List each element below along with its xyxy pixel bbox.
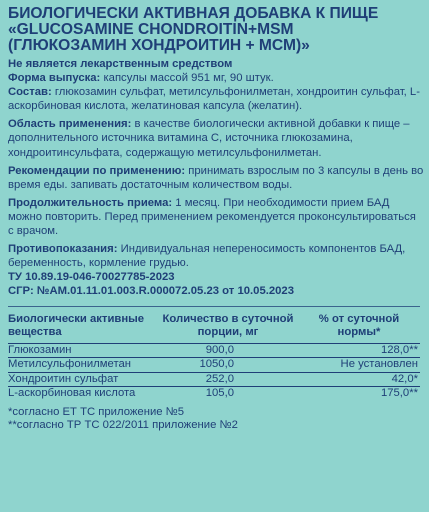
area-text: в качестве биологически активной добавки к пище – дополнительного источника витамина С, источника глюкозамина, хондроитинсульфата, содержащую метилсульфонилметан. [8, 118, 410, 159]
row-pct: 128,0** [298, 343, 420, 358]
title-line-1: БИОЛОГИЧЕСКИ АКТИВНАЯ ДОБАВКА К ПИЩЕ [8, 5, 379, 22]
form-text: капсулы массой 951 мг, 90 штук. [100, 72, 274, 85]
nutrient-table [8, 313, 420, 401]
row-name: Метилсульфонилметан [8, 358, 158, 373]
area-section [8, 117, 424, 159]
product-title [8, 6, 424, 54]
row-qty: 1050,0 [158, 358, 298, 373]
area-label: Область применения: [8, 118, 132, 131]
footnotes [8, 406, 424, 433]
row-pct: 175,0** [298, 387, 420, 401]
usage-section [8, 164, 424, 192]
duration-text: 1 месяц. При необходимости прием БАД можно повторить. Перед применением рекомендуется проконсультироваться с врачом. [8, 196, 416, 238]
sgr-code: СГР: №AM.01.11.01.003.R.000072.05.23 от 10.05.2023 [8, 285, 294, 298]
composition-label: Состав: [8, 86, 52, 99]
header-percent: % от суточной нормы* [298, 313, 420, 344]
composition-text: глюкозамин сульфат, метилсульфонилметан, хондроитин сульфат, L-аскорбиновая кислота, желатиновая капсула (желатин). [8, 86, 420, 113]
duration-label: Продолжительность приема: [8, 196, 173, 209]
divider [8, 306, 420, 307]
header-quantity: Количество в суточной порции, мг [158, 313, 298, 344]
form-label: Форма выпуска: [8, 72, 101, 85]
title-line-3: (ГЛЮКОЗАМИН ХОНДРОИТИН + МСМ)» [8, 37, 310, 54]
row-qty: 900,0 [158, 343, 298, 358]
contraindications-section [8, 242, 424, 270]
row-name: L-аскорбиновая кислота [8, 387, 158, 401]
title-line-2: «GLUCOSAMINE CHONDROITIN+MSM [8, 21, 294, 38]
row-pct: Не установлен [298, 358, 420, 373]
usage-text: принимать взрослым по 3 капсулы в день во время еды. запивать достаточным количеством воды. [8, 164, 424, 191]
row-name: Хондроитин сульфат [8, 372, 158, 387]
contra-label: Противопоказания: [8, 243, 118, 256]
usage-label: Рекомендации по применению: [8, 164, 186, 177]
not-medicine-note: Не является лекарственным средством [8, 58, 233, 70]
footnote-2: **согласно ТР ТС 022/2011 приложение №2 [8, 419, 238, 432]
row-pct: 42,0* [298, 372, 420, 387]
composition-section [8, 85, 424, 113]
table-row [8, 358, 420, 373]
form-section [8, 71, 424, 85]
label-document [8, 6, 424, 433]
row-qty: 105,0 [158, 387, 298, 401]
table-header-row [8, 313, 420, 344]
header-substances: Биологически активные вещества [8, 313, 158, 344]
tu-code: ТУ 10.89.19-046-70027785-2023 [8, 271, 175, 284]
table-row [8, 387, 420, 401]
table-row [8, 343, 420, 358]
row-qty: 252,0 [158, 372, 298, 387]
contra-text: Индивидуальная непереносимость компонентов БАД, беременность, кормление грудью. [8, 243, 406, 270]
duration-section [8, 196, 424, 238]
footnote-1: *согласно ЕТ ТС приложение №5 [8, 405, 185, 418]
table-row [8, 372, 420, 387]
row-name: Глюкозамин [8, 343, 158, 358]
